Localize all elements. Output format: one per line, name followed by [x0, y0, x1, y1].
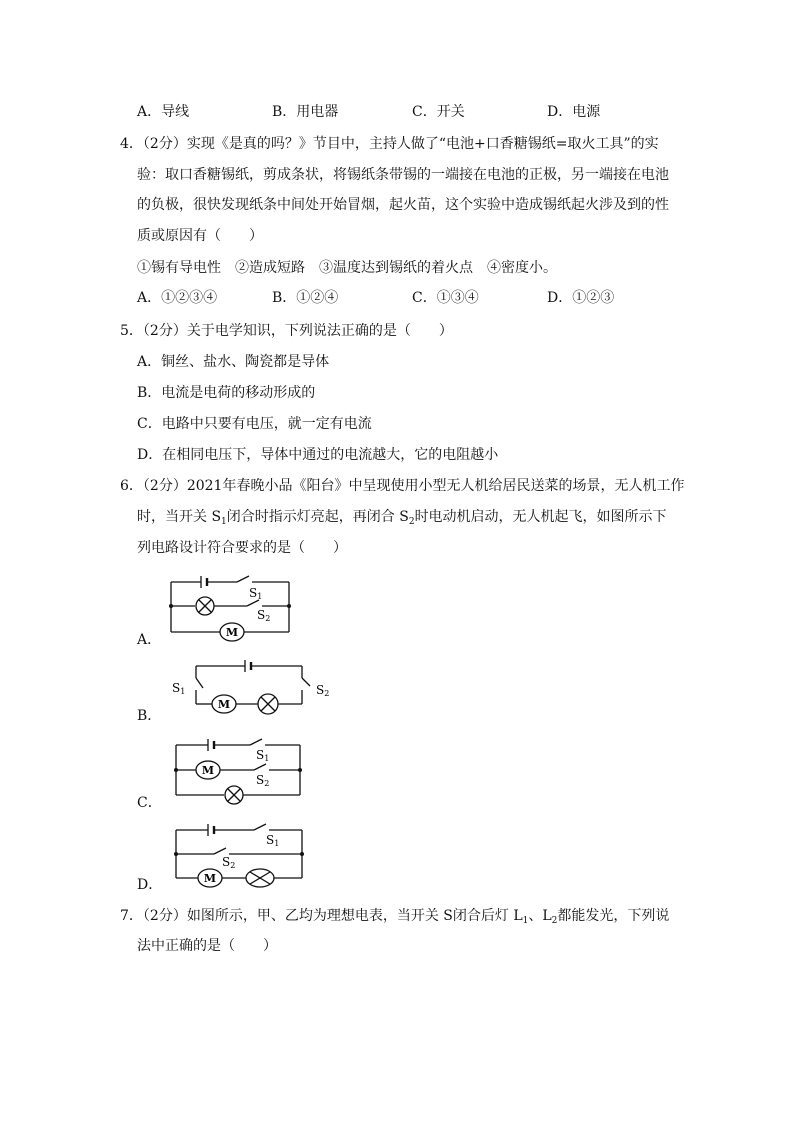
q5-option-b[interactable]: B．电流是电荷的移动形成的: [137, 385, 316, 401]
q6-stem-line-2: [137, 507, 667, 532]
q4-stem-line-2: 验：取口香糖锡纸，剪成条状，将锡纸条带锡的一端接在电池的正极，另一端接在电池: [137, 167, 669, 183]
q7-text-1b: 都能发光，下列说: [557, 908, 670, 924]
q4-stem-line-3: 的负极，很快发现纸条中间处开始冒烟，起火苗，这个实验中造成锡纸起火涉及到的性: [137, 197, 669, 213]
motor-label-a: M: [225, 626, 239, 639]
circuit-diagram-d[interactable]: [170, 820, 310, 890]
q6-option-a-label[interactable]: A．: [137, 632, 162, 648]
q6-text-2a: 时，当开关 S: [137, 509, 222, 525]
q7-stem-line-1: [120, 906, 669, 931]
q3-option-d[interactable]: D．电源: [547, 104, 601, 120]
switch-s1-label-a: S1: [249, 586, 263, 601]
q6-sub-2: 2: [408, 517, 415, 527]
q6-option-d-label[interactable]: D．: [137, 877, 163, 893]
q4-number: 4．: [120, 136, 143, 152]
q6-stem-line-3: 列电路设计符合要求的是（ ）: [137, 540, 347, 556]
q5-text: （2分）关于电学知识，下列说法正确的是（ ）: [142, 323, 453, 339]
q7-stem-line-2: 法中正确的是（ ）: [137, 938, 277, 954]
q4-option-b[interactable]: B．①②④: [272, 290, 339, 306]
q7-text-1mid: 、L: [528, 908, 552, 924]
q7-number: 7．: [120, 908, 143, 924]
q7-text-1a: （2分）如图所示，甲、乙均为理想电表，当开关 S闭合后灯 L: [142, 908, 523, 924]
switch-s2-label-b: S2: [316, 683, 330, 698]
q4-statements: ①锡有导电性 ②造成短路 ③温度达到锡纸的着火点 ④密度小。: [137, 260, 557, 276]
q7-sub-2: 2: [551, 916, 558, 926]
q4-option-d[interactable]: D．①②③: [547, 290, 615, 306]
circuit-diagram-a[interactable]: [165, 570, 295, 642]
q6-option-b-label[interactable]: B．: [137, 708, 162, 724]
q3-option-a[interactable]: A．导线: [137, 104, 190, 120]
q6-text-2b: 闭合时指示灯亮起，再闭合 S: [226, 509, 409, 525]
q6-option-c-label[interactable]: C．: [137, 795, 162, 811]
q7-sub-1: 1: [522, 916, 529, 926]
switch-s1-label-b: S1: [172, 681, 186, 696]
q5-option-c[interactable]: C．电路中只要有电压，就一定有电流: [137, 416, 372, 432]
switch-s2-label-a: S2: [257, 608, 271, 623]
q5-number: 5．: [120, 323, 143, 339]
switch-s2-label-d: S2: [222, 855, 236, 870]
q4-stem-line-1: [120, 134, 659, 154]
q6-text-1: （2分）2021年春晚小品《阳台》中呈现使用小型无人机给居民送菜的场景，无人机工作: [142, 478, 685, 494]
switch-s2-label-c: S2: [256, 773, 270, 788]
q6-text-2c: 时电动机启动，无人机起飞，如图所示下: [414, 509, 667, 525]
motor-label-b: M: [217, 698, 231, 711]
switch-s1-label-d: S1: [266, 833, 280, 848]
circuit-diagram-b[interactable]: [170, 652, 350, 717]
switch-s1-label-c: S1: [256, 748, 270, 763]
q5-option-d[interactable]: D．在相同电压下，导体中通过的电流越大，它的电阻越小: [137, 447, 499, 463]
motor-label-d: M: [203, 872, 217, 885]
q3-option-b[interactable]: B．用电器: [272, 104, 339, 120]
q4-text-1: （2分）实现《是真的吗？》节目中，主持人做了“电池+口香糖锡纸=取火工具”的实: [142, 136, 659, 152]
q4-option-a[interactable]: A．①②③④: [137, 290, 218, 306]
circuit-diagram-c[interactable]: [170, 735, 310, 805]
q6-stem-line-1: [120, 476, 684, 496]
q4-option-c[interactable]: C．①③④: [412, 290, 479, 306]
q6-number: 6．: [120, 478, 143, 494]
q4-stem-line-4: 质或原因有（ ）: [137, 228, 263, 244]
q5-stem: [120, 321, 453, 341]
q3-option-c[interactable]: C．开关: [412, 104, 465, 120]
motor-label-c: M: [201, 764, 215, 777]
q5-option-a[interactable]: A．铜丝、盐水、陶瓷都是导体: [137, 354, 330, 370]
q6-sub-1: 1: [221, 517, 227, 527]
